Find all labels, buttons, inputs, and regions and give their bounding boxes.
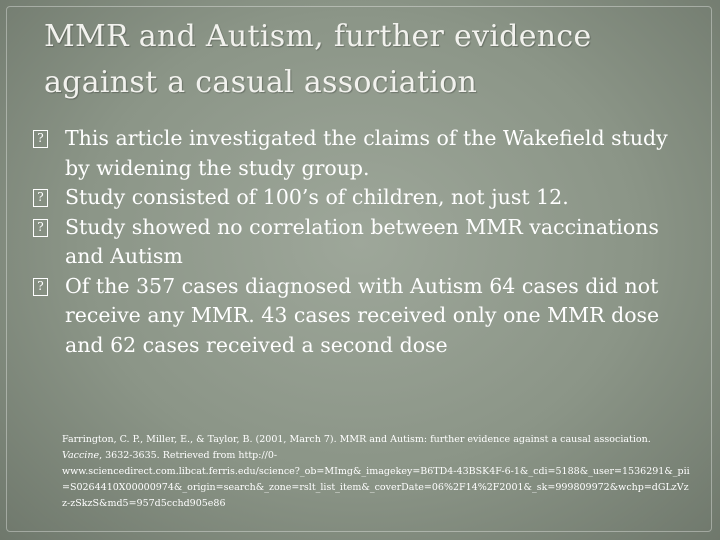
missing-glyph-icon: ? [33, 130, 48, 148]
bullet-item [32, 272, 682, 361]
journal-name: Vaccine [62, 450, 100, 461]
title-line-1: MMR and Autism, further evidence [44, 19, 592, 54]
citation-text: Farrington, C. P., Miller, E., & Taylor, B. (2001, March 7). MMR and Autism: further evidence against a causal association. [62, 434, 651, 445]
slide-title [44, 14, 684, 106]
pages-retrieved: , 3632-3635. Retrieved from http://0- [99, 450, 278, 461]
bullet-item [32, 183, 682, 213]
missing-glyph-icon: ? [33, 219, 48, 237]
missing-glyph-icon: ? [33, 278, 48, 296]
title-line-2: against a casual association [44, 65, 478, 100]
missing-glyph-icon: ? [33, 189, 48, 207]
bullet-list [32, 124, 682, 360]
reference-url[interactable]: www.sciencedirect.com.libcat.ferris.edu/science?_ob=MImg&_imagekey=B6TD4-43BSK4F-6-1&_cdi=5188&_user=1536291&_pii=S0264410X00000974&_origin=search&_zone=rslt_list_item&_coverDate=06%2F14%2F2001&_sk=999809972&wchp=dGLzVzz-zSkzS&md5=957d5cchd905e86 [62, 466, 690, 509]
bullet-text: Study consisted of 100’s of children, not just 12. [65, 185, 569, 209]
bullet-text: Study showed no correlation between MMR vaccinations and Autism [65, 214, 659, 268]
reference-citation [62, 432, 692, 512]
bullet-text: This article investigated the claims of the Wakefield study by widening the study group. [65, 126, 668, 180]
bullet-item [32, 124, 682, 183]
bullet-item [32, 213, 682, 272]
bullet-text: Of the 357 cases diagnosed with Autism 64 cases did not receive any MMR. 43 cases received only one MMR dose and 62 cases received a second dose [65, 273, 660, 357]
